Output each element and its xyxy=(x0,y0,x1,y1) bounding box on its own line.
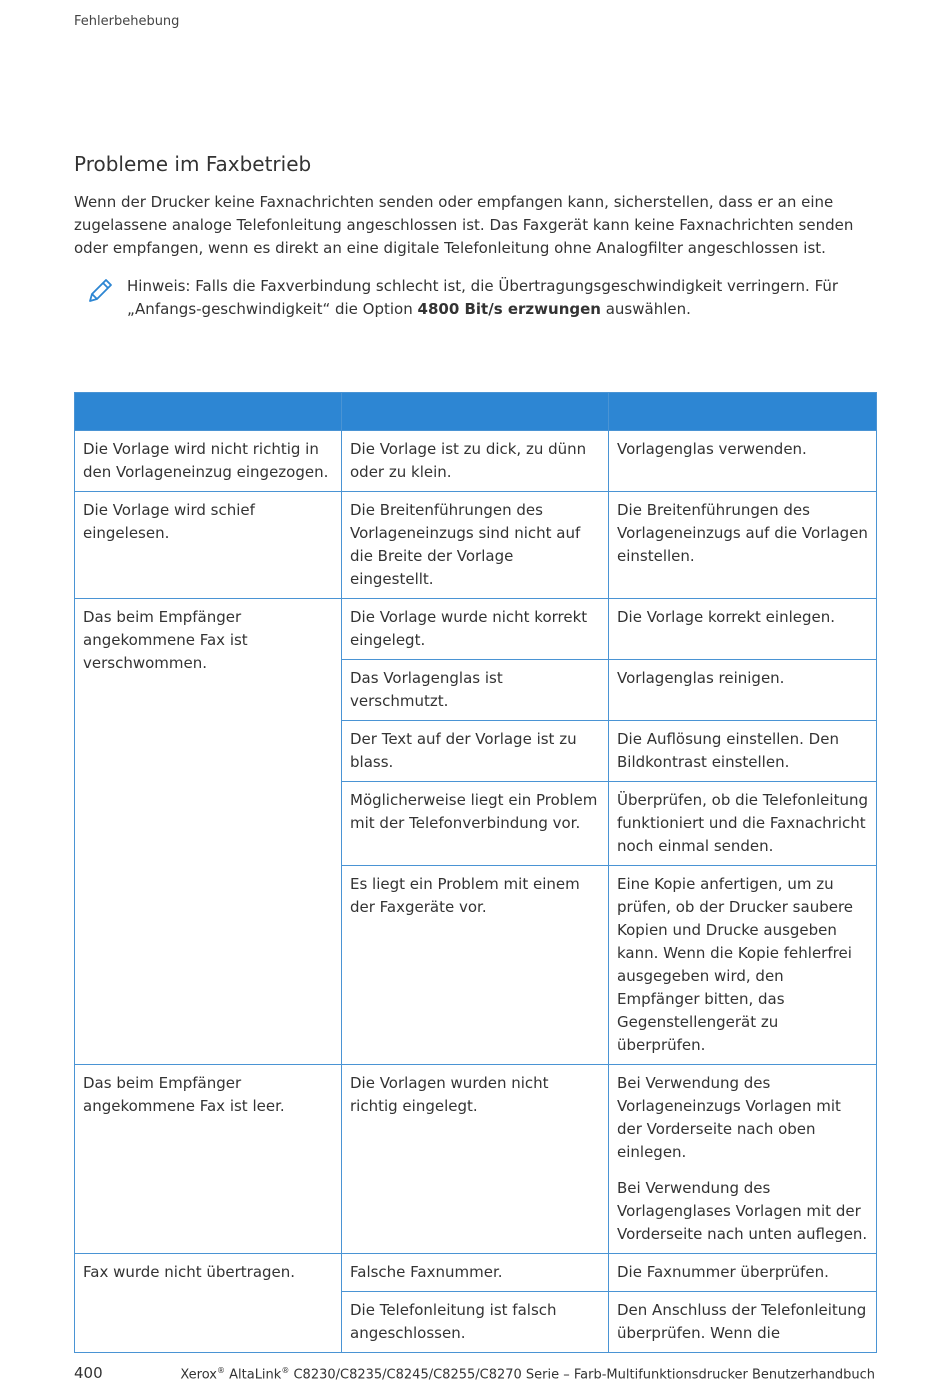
note-text xyxy=(127,275,876,321)
problem-cell: Das beim Empfänger angekommene Fax ist leer. xyxy=(75,1065,342,1254)
table-row xyxy=(75,599,877,660)
cause-cell: Die Telefonleitung ist falsch angeschlossen. xyxy=(342,1292,609,1353)
table-row xyxy=(75,1065,877,1254)
cause-cell: Die Vorlage wurde nicht korrekt eingelegt. xyxy=(342,599,609,660)
cause-cell: Falsche Faxnummer. xyxy=(342,1254,609,1292)
note-box xyxy=(86,275,876,321)
solution-cell: Vorlagenglas reinigen. xyxy=(609,660,877,721)
table-row xyxy=(75,1254,877,1292)
pencil-icon xyxy=(86,277,114,305)
table-header-row xyxy=(75,393,877,431)
cause-cell: Das Vorlagenglas ist verschmutzt. xyxy=(342,660,609,721)
problem-cell: Die Vorlage wird schief eingelesen. xyxy=(75,492,342,599)
registered-mark: ® xyxy=(281,1366,290,1375)
cause-cell: Möglicherweise liegt ein Problem mit der Telefonverbindung vor. xyxy=(342,782,609,866)
solution-adf: Bei Verwendung des Vorlageneinzugs Vorlagen mit der Vorderseite nach oben einlegen. xyxy=(617,1074,841,1161)
page-title: Probleme im Faxbetrieb xyxy=(74,152,312,176)
footer-models: C8230/C8235/C8245/C8255/C8270 Serie – Farb-Multifunktionsdrucker Benutzerhandbuch xyxy=(293,1367,875,1383)
footer-brand: Xerox xyxy=(180,1367,217,1383)
footer-product: AltaLink xyxy=(229,1367,282,1383)
registered-mark: ® xyxy=(216,1366,225,1375)
header-cause xyxy=(342,393,609,431)
solution-cell xyxy=(609,1065,877,1254)
cause-cell: Es liegt ein Problem mit einem der Faxgeräte vor. xyxy=(342,866,609,1065)
solution-cell: Den Anschluss der Telefonleitung überprüfen. Wenn die xyxy=(609,1292,877,1353)
solution-cell: Die Auflösung einstellen. Den Bildkontrast einstellen. xyxy=(609,721,877,782)
problem-cell: Die Vorlage wird nicht richtig in den Vorlageneinzug eingezogen. xyxy=(75,431,342,492)
solution-cell: Die Breitenführungen des Vorlageneinzugs auf die Vorlagen einstellen. xyxy=(609,492,877,599)
solution-cell: Vorlagenglas verwenden. xyxy=(609,431,877,492)
table-row xyxy=(75,431,877,492)
note-text-end: auswählen. xyxy=(600,300,691,318)
header-solution xyxy=(609,393,877,431)
running-header: Fehlerbehebung xyxy=(74,14,180,29)
cause-cell: Der Text auf der Vorlage ist zu blass. xyxy=(342,721,609,782)
cause-cell: Die Breitenführungen des Vorlageneinzugs sind nicht auf die Breite der Vorlage eingestellt. xyxy=(342,492,609,599)
cause-cell: Die Vorlagen wurden nicht richtig eingelegt. xyxy=(342,1065,609,1254)
note-text-start: Hinweis: Falls die Faxverbindung schlecht ist, die Übertragungsgeschwindigkeit verringern. Für „Anfangs-geschwindigkeit“ die Option xyxy=(127,277,839,318)
solution-cell: Die Faxnummer überprüfen. xyxy=(609,1254,877,1292)
problem-cell: Fax wurde nicht übertragen. xyxy=(75,1254,342,1353)
footer-title xyxy=(180,1366,875,1382)
solution-cell: Eine Kopie anfertigen, um zu prüfen, ob der Drucker saubere Kopien und Drucke ausgeben kann. Wenn die Kopie fehlerfrei ausgegeben wird, den Empfänger bitten, das Gegenstellengerät zu überprüfen. xyxy=(609,866,877,1065)
problem-cell: Das beim Empfänger angekommene Fax ist verschwommen. xyxy=(75,599,342,1065)
note-option-name: 4800 Bit/s erzwungen xyxy=(417,300,601,318)
table-row xyxy=(75,492,877,599)
page-number: 400 xyxy=(74,1364,103,1382)
solution-cell: Die Vorlage korrekt einlegen. xyxy=(609,599,877,660)
fax-troubleshooting-table xyxy=(74,392,877,1353)
solution-cell: Überprüfen, ob die Telefonleitung funktioniert und die Faxnachricht noch einmal senden. xyxy=(609,782,877,866)
header-problem xyxy=(75,393,342,431)
intro-paragraph: Wenn der Drucker keine Faxnachrichten senden oder empfangen kann, sicherstellen, dass er an eine zugelassene analoge Telefonleitung angeschlossen ist. Das Faxgerät kann keine Faxnachrichten senden oder empfangen, wenn es direkt an eine digitale Telefonleitung ohne Analogfilter angeschlossen ist. xyxy=(74,193,854,257)
solution-platen: Bei Verwendung des Vorlagenglases Vorlagen mit der Vorderseite nach unten auflegen. xyxy=(617,1179,868,1243)
cause-cell: Die Vorlage ist zu dick, zu dünn oder zu klein. xyxy=(342,431,609,492)
